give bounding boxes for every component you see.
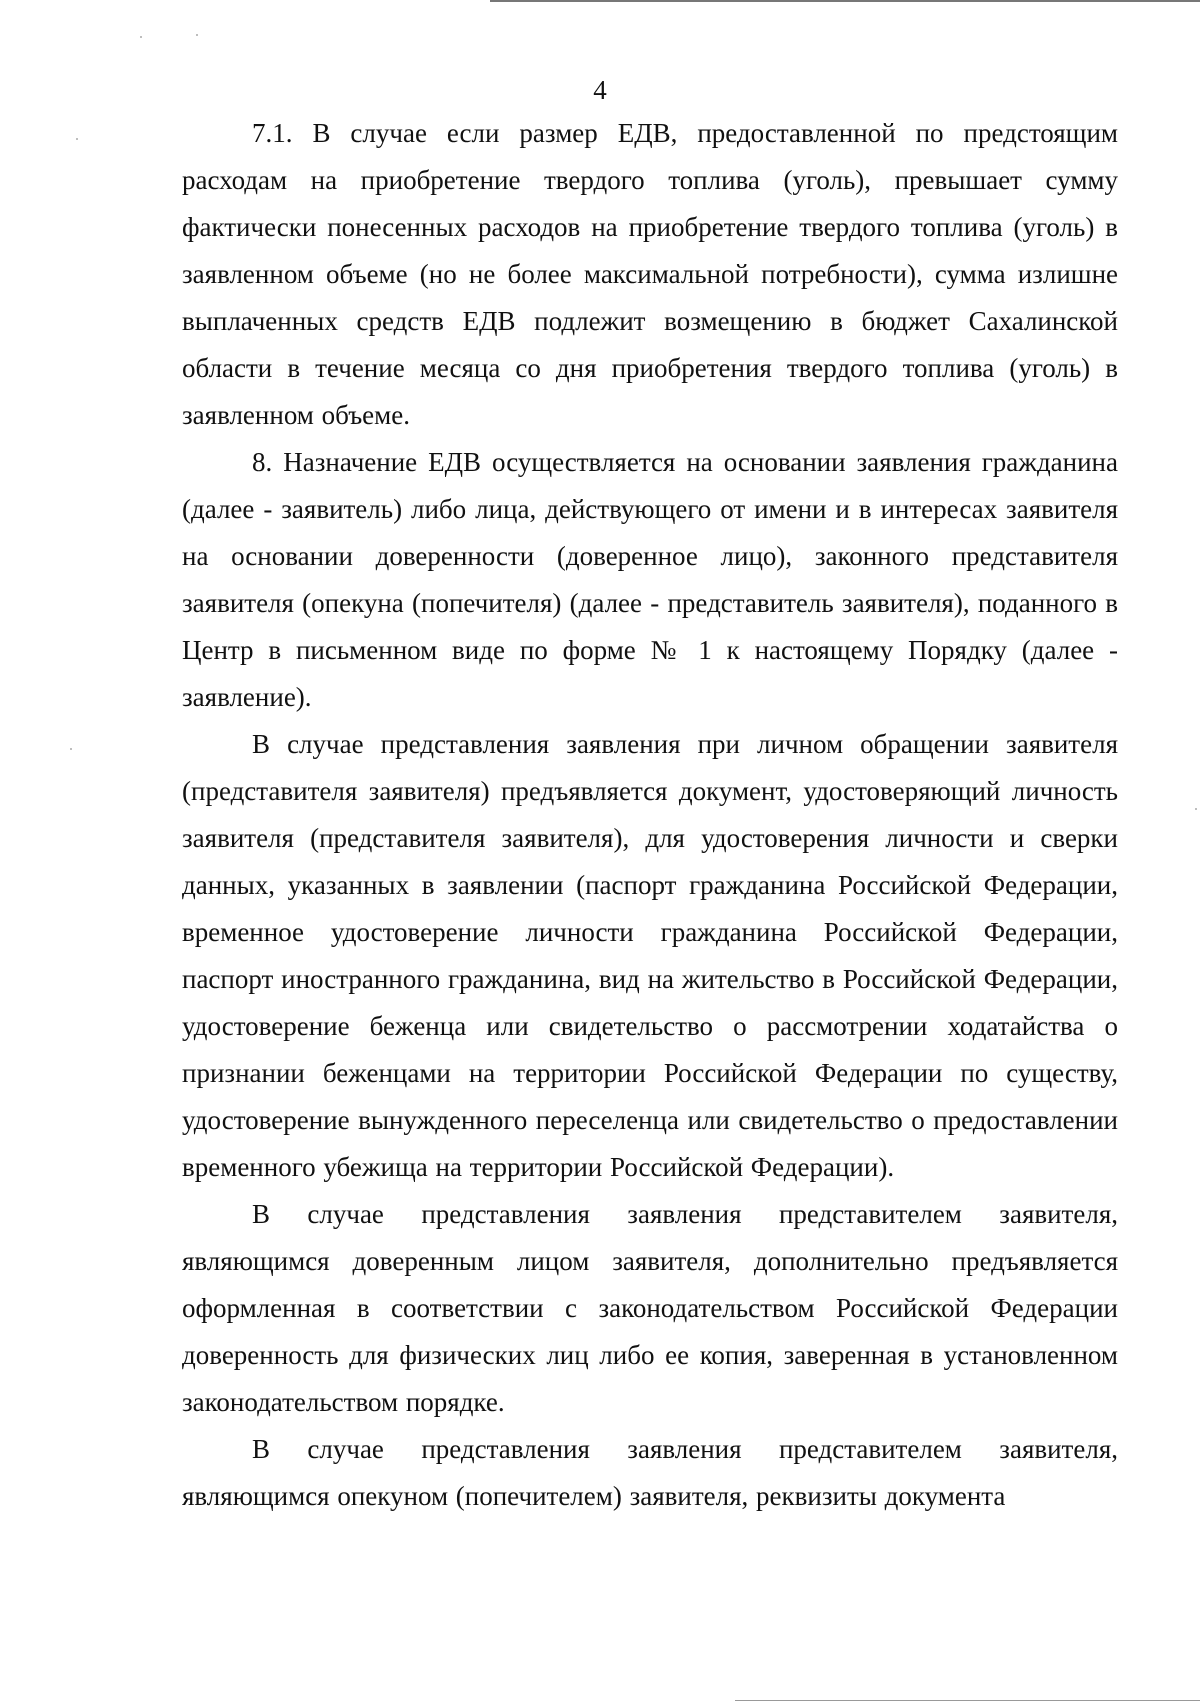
paragraph-identity-documents: В случае представления заявления при личном обращении заявителя (представителя заявителя) предъявляется документ, удостоверяющий личность заявителя (представителя заявителя), для удостоверения личности и сверки данных, указанных в заявлении (паспорт гражданина Российской Федерации, временное удостоверение личности гражданина Российской Федерации, паспорт иностранного гражданина, вид на жительство в Российской Федерации, удостоверение беженца или свидетельство о рассмотрении ходатайства о признании беженцами на территории Российской Федерации по существу, удостоверение вынужденного переселенца или свидетельство о предоставлении временного убежища на территории Российской Федерации).: [182, 729, 1118, 1182]
scan-speck: [1195, 808, 1197, 810]
scan-border-bottom: [735, 1700, 1200, 1701]
scan-speck: [70, 748, 72, 750]
scan-border-top: [490, 0, 1200, 2]
scan-speck: [140, 36, 142, 38]
paragraph-trustee-representative: В случае представления заявления представителем заявителя, являющимся доверенным лицом заявителя, дополнительно предъявляется оформленная в соответствии с законодательством Российской Федерации доверенность для физических лиц либо ее копия, заверенная в установленном законодательством порядке.: [182, 1199, 1118, 1417]
paragraph-7-1: 7.1. В случае если размер ЕДВ, предоставленной по предстоящим расходам на приобретение твердого топлива (уголь), превышает сумму фактически понесенных расходов на приобретение твердого топлива (уголь) в заявленном объеме (но не более максимальной потребности), сумма излишне выплаченных средств ЕДВ подлежит возмещению в бюджет Сахалинской области в течение месяца со дня приобретения твердого топлива (уголь) в заявленном объеме.: [182, 118, 1118, 430]
paragraph-8: 8. Назначение ЕДВ осуществляется на основании заявления гражданина (далее - заявитель) либо лица, действующего от имени и в интересах заявителя на основании доверенности (доверенное лицо), законного представителя заявителя (опекуна (попечителя) (далее - представитель заявителя), поданного в Центр в письменном виде по форме № 1 к настоящему Порядку (далее - заявление).: [182, 447, 1118, 712]
page-number: 4: [593, 75, 607, 105]
scan-speck: [76, 138, 78, 140]
document-body: [182, 110, 1118, 1520]
paragraph-guardian-representative: В случае представления заявления представителем заявителя, являющимся опекуном (попечителем) заявителя, реквизиты документа: [182, 1434, 1118, 1511]
scan-speck: [196, 34, 198, 36]
